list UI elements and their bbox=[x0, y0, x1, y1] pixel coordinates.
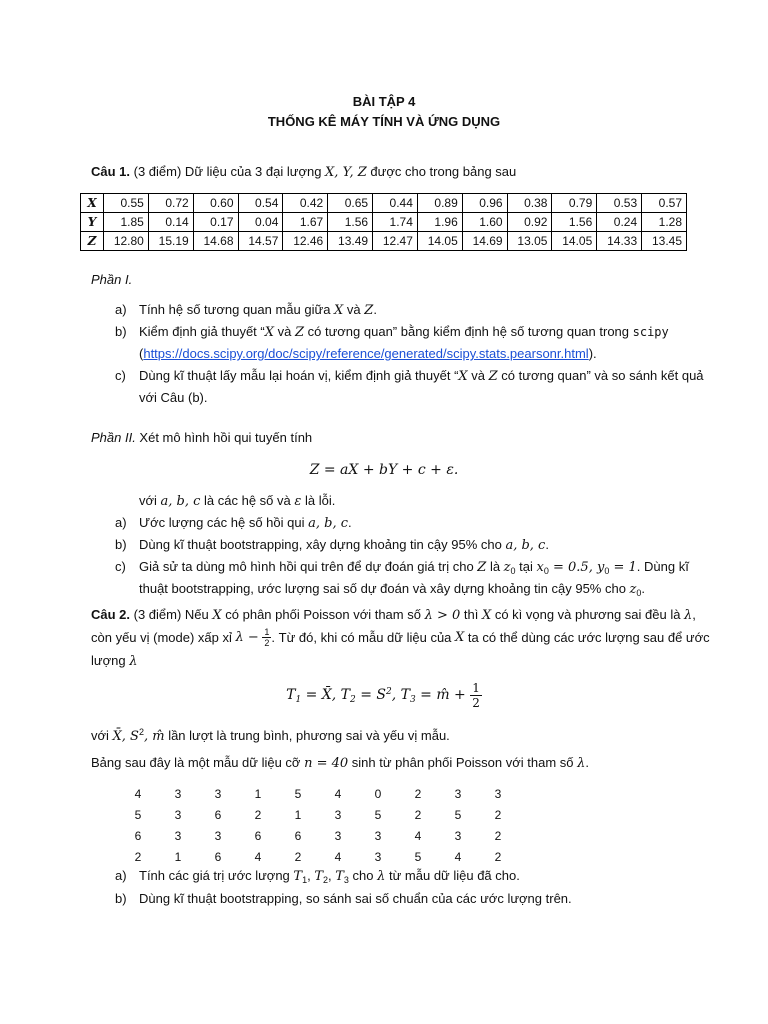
data-table-cell: 12.80 bbox=[104, 232, 149, 251]
sample-table-cell: 0 bbox=[374, 786, 382, 801]
data-table-cell: 12.46 bbox=[283, 232, 328, 251]
data-table-cell: 1.85 bbox=[104, 213, 149, 232]
data-table-cell: 1.96 bbox=[417, 213, 462, 232]
data-table-cell: 0.57 bbox=[642, 194, 687, 213]
sample-table-cell: 1 bbox=[174, 849, 182, 864]
sample-table-cell: 2 bbox=[494, 849, 502, 864]
sample-table-cell: 3 bbox=[494, 786, 502, 801]
data-table-cell: 0.17 bbox=[193, 213, 238, 232]
part2-item-c: c) Giả sử ta dùng mô hình hồi qui trên để dự đoán giá trị cho Z là $z_0$ tại $x_0 = 0.5$, $y_0 = 1$. Dùng kĩ bbox=[115, 559, 689, 576]
sample-table-row bbox=[118, 804, 518, 825]
data-table-cell: 12.47 bbox=[373, 232, 418, 251]
data-table-cell: 0.38 bbox=[507, 194, 552, 213]
sample-table-cell: 4 bbox=[454, 849, 462, 864]
data-table-cell: 1.74 bbox=[373, 213, 418, 232]
data-table-cell: 13.05 bbox=[507, 232, 552, 251]
half-fraction-small: $\frac{1}{2}$ bbox=[264, 627, 270, 648]
q1-intro: Câu 1. (3 điểm) Dữ liệu của 3 đại lượng X, Y, Z được cho trong bảng sau bbox=[91, 164, 517, 180]
q2-item-b: b) Dùng kĩ thuật bootstrapping, so sánh sai số chuẩn của các ước lượng trên. bbox=[115, 891, 572, 906]
part2-item-a: a) Ước lượng các hệ số hồi qui a, b, c. bbox=[115, 515, 352, 531]
part2-title: Phần II. bbox=[91, 430, 136, 445]
data-table-cell: 14.33 bbox=[597, 232, 642, 251]
data-table-cell: 1.67 bbox=[283, 213, 328, 232]
data-table-cell: 0.53 bbox=[597, 194, 642, 213]
sample-table-cell: 5 bbox=[454, 807, 462, 822]
sample-table-cell: 4 bbox=[414, 828, 422, 843]
sample-table-cell: 1 bbox=[294, 807, 302, 822]
sample-table-cell: 3 bbox=[214, 786, 222, 801]
sample-table-cell: 3 bbox=[214, 828, 222, 843]
sample-table-cell: 2 bbox=[414, 807, 422, 822]
sample-table-cell: 2 bbox=[414, 786, 422, 801]
data-table-cell: 0.04 bbox=[238, 213, 283, 232]
data-table-cell: 0.65 bbox=[328, 194, 373, 213]
q2-line1: Câu 2. (3 điểm) Nếu X có phân phối Poisson với tham số λ > 0 thì X có kì vọng và phương sai đều là λ, bbox=[91, 607, 696, 623]
data-table-row bbox=[81, 194, 687, 213]
data-table-cell: 13.49 bbox=[328, 232, 373, 251]
data-table-cell: 14.05 bbox=[417, 232, 462, 251]
sample-table-cell: 4 bbox=[334, 786, 342, 801]
sample-table-cell: 3 bbox=[174, 828, 182, 843]
data-table-row-header: Y bbox=[81, 213, 104, 232]
data-table-cell: 0.55 bbox=[104, 194, 149, 213]
sample-table-cell: 5 bbox=[374, 807, 382, 822]
sample-table-cell: 1 bbox=[254, 786, 262, 801]
sample-table-cell: 2 bbox=[294, 849, 302, 864]
part2-item-b: b) Dùng kĩ thuật bootstrapping, xây dựng khoảng tin cậy 95% cho a, b, c. bbox=[115, 537, 549, 553]
q2-line2: còn yếu vị (mode) xấp xỉ λ − $\frac{1}{2}$ . Từ đó, khi có mẫu dữ liệu của X ta có thể dùng các ước lượng sau để ước bbox=[91, 627, 710, 648]
doc-title-line2: THỐNG KÊ MÁY TÍNH VÀ ỨNG DỤNG bbox=[267, 114, 501, 129]
doc-title-line1: BÀI TẬP 4 bbox=[352, 94, 416, 109]
q2-line3: lượng λ bbox=[91, 653, 138, 669]
sample-table-cell: 2 bbox=[494, 828, 502, 843]
data-table-cell: 14.57 bbox=[238, 232, 283, 251]
part1-item-b-link-line: (https://docs.scipy.org/doc/scipy/reference/generated/scipy.stats.pearsonr.html). bbox=[139, 346, 597, 361]
data-table-row bbox=[81, 232, 687, 251]
sample-table-cell: 5 bbox=[134, 807, 142, 822]
data-table-row-header: X bbox=[81, 194, 104, 213]
data-table-cell: 1.28 bbox=[642, 213, 687, 232]
sample-table-cell: 3 bbox=[454, 828, 462, 843]
part2-item-c-cont: thuật bootstrapping, ước lượng sai số dự đoán và xây dựng khoảng tin cậy 95% cho $z_0$. bbox=[139, 581, 646, 598]
sample-table-cell: 6 bbox=[214, 807, 222, 822]
data-table-cell: 0.24 bbox=[597, 213, 642, 232]
sample-table-cell: 6 bbox=[214, 849, 222, 864]
data-table-cell: 0.42 bbox=[283, 194, 328, 213]
sample-table-cell: 5 bbox=[294, 786, 302, 801]
part1-title: Phần I. bbox=[91, 272, 133, 287]
data-table-cell: 0.92 bbox=[507, 213, 552, 232]
sample-table-row bbox=[118, 783, 518, 804]
data-table-cell: 0.54 bbox=[238, 194, 283, 213]
sample-table-cell: 2 bbox=[494, 807, 502, 822]
data-table-cell: 13.45 bbox=[642, 232, 687, 251]
sample-table-cell: 3 bbox=[374, 849, 382, 864]
sample-table-cell: 4 bbox=[334, 849, 342, 864]
data-table-cell: 14.69 bbox=[462, 232, 507, 251]
scipy-pearsonr-link[interactable]: https://docs.scipy.org/doc/scipy/reference/generated/scipy.stats.pearsonr.html bbox=[143, 346, 589, 361]
data-table-cell: 1.56 bbox=[328, 213, 373, 232]
half-fraction: $\frac{1}{2}$ bbox=[472, 681, 480, 710]
sample-table-cell: 3 bbox=[454, 786, 462, 801]
data-table-cell: 0.89 bbox=[417, 194, 462, 213]
q2-where: với X̄, $S^2$, m̂ lần lượt là trung bình, phương sai và yếu vị mẫu. bbox=[91, 727, 450, 744]
sample-table-cell: 4 bbox=[134, 786, 142, 801]
sample-table-row bbox=[118, 825, 518, 846]
data-table-cell: 0.96 bbox=[462, 194, 507, 213]
data-table-cell: 1.60 bbox=[462, 213, 507, 232]
part2-where: với a, b, c là các hệ số và ε là lỗi. bbox=[139, 493, 336, 509]
sample-table-cell: 2 bbox=[134, 849, 142, 864]
sample-table-cell: 3 bbox=[374, 828, 382, 843]
data-table-cell: 14.68 bbox=[193, 232, 238, 251]
sample-table-cell: 3 bbox=[174, 807, 182, 822]
data-table-cell: 0.14 bbox=[148, 213, 193, 232]
q2-label: Câu 2. bbox=[91, 607, 131, 622]
part1-item-b: b) Kiểm định giả thuyết “X và Z có tương quan” bằng kiểm định hệ số tương quan trong scipy bbox=[115, 324, 669, 340]
data-table-row bbox=[81, 213, 687, 232]
sample-table-row bbox=[118, 846, 518, 867]
sample-table-cell: 2 bbox=[254, 807, 262, 822]
part1-item-c: c) Dùng kĩ thuật lấy mẫu lại hoán vị, kiểm định giả thuyết “X và Z có tương quan” và so sánh kết quả bbox=[115, 368, 704, 384]
data-table-cell: 0.60 bbox=[193, 194, 238, 213]
data-table-cell: 0.72 bbox=[148, 194, 193, 213]
estimators-equation: $T_1$ = X̄, $T_2 = S^2$, $T_3$ = m̂ + $\frac{1}{2}$ bbox=[286, 681, 480, 710]
q1-label: Câu 1. bbox=[91, 164, 131, 179]
data-table-cell: 14.05 bbox=[552, 232, 597, 251]
part1-item-a: a) Tính hệ số tương quan mẫu giữa X và Z. bbox=[115, 302, 377, 318]
part1-item-c-cont: với Câu (b). bbox=[139, 390, 208, 405]
sample-table-cell: 3 bbox=[174, 786, 182, 801]
regression-equation: Z = aX + bY + c + ε. bbox=[309, 462, 459, 478]
sample-table-cell: 6 bbox=[134, 828, 142, 843]
sample-table-cell: 6 bbox=[254, 828, 262, 843]
sample-table-cell: 3 bbox=[334, 807, 342, 822]
data-table-cell: 1.56 bbox=[552, 213, 597, 232]
data-table-cell: 0.44 bbox=[373, 194, 418, 213]
sample-table-cell: 4 bbox=[254, 849, 262, 864]
data-table-cell: 15.19 bbox=[148, 232, 193, 251]
data-table-row-header: Z bbox=[81, 232, 104, 251]
q2-item-a: a) Tính các giá trị ước lượng $T_1$, $T_2$, $T_3$ cho λ từ mẫu dữ liệu đã cho. bbox=[115, 868, 520, 885]
sample-table-cell: 6 bbox=[294, 828, 302, 843]
part2-intro: Phần II. Xét mô hình hồi qui tuyến tính bbox=[91, 430, 313, 445]
sample-table-cell: 5 bbox=[414, 849, 422, 864]
sample-table bbox=[118, 783, 518, 867]
q2-sample-intro: Bảng sau đây là một mẫu dữ liệu cỡ n = 40 sinh từ phân phối Poisson với tham số λ. bbox=[91, 755, 589, 771]
data-table-cell: 0.79 bbox=[552, 194, 597, 213]
data-table bbox=[80, 193, 687, 251]
sample-table-cell: 3 bbox=[334, 828, 342, 843]
